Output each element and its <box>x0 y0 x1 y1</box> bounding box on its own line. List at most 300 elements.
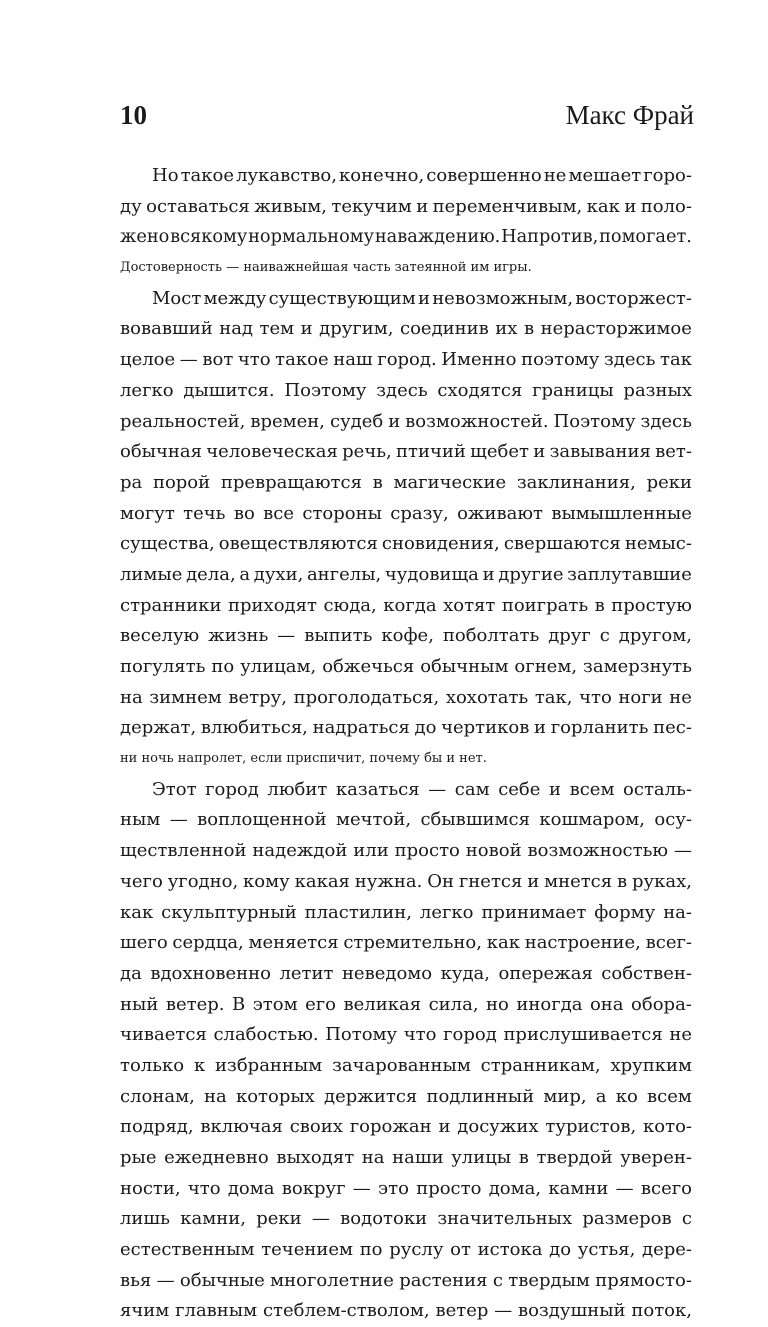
word: камни <box>548 1177 609 1199</box>
word: включая <box>200 1116 283 1138</box>
word: камни, <box>180 1208 246 1230</box>
text-line <box>120 407 692 438</box>
text-line <box>120 867 692 898</box>
word: истока <box>477 1239 543 1261</box>
word: в <box>594 594 605 616</box>
word: времен, <box>250 410 326 432</box>
word: как <box>586 195 620 217</box>
word: ности, <box>120 1177 181 1199</box>
word: какая <box>294 870 350 892</box>
text-line <box>120 1082 692 1113</box>
text-line <box>120 805 692 836</box>
word: по <box>359 1239 383 1261</box>
word: простую <box>611 594 692 616</box>
word: ветер. <box>165 993 225 1015</box>
word: по <box>211 656 235 677</box>
word: порой <box>152 471 211 493</box>
word: мечтой, <box>335 809 412 831</box>
word: стеблем-стволом, <box>262 1300 430 1322</box>
word: превращаются <box>220 471 362 493</box>
word: — <box>673 840 692 862</box>
word: магические <box>393 471 507 493</box>
word: на <box>120 686 143 708</box>
word: над <box>219 318 254 340</box>
word: такое <box>180 165 235 186</box>
word: заклинания, <box>516 471 636 493</box>
word: надеждой <box>252 840 348 862</box>
word: она <box>589 993 624 1015</box>
word: а <box>595 1085 607 1107</box>
body-text <box>120 161 692 1327</box>
word: всего <box>640 1177 692 1199</box>
word: живым, <box>254 195 327 217</box>
word: кото- <box>643 1116 692 1138</box>
word: и <box>416 195 429 217</box>
word: сюда, <box>323 594 377 616</box>
text-line <box>120 1051 692 1082</box>
text-line <box>120 284 692 315</box>
word: досужих <box>457 1116 539 1138</box>
text-line <box>120 713 692 744</box>
word: вокруг <box>281 1177 346 1199</box>
word: от <box>450 1239 471 1261</box>
word: легко <box>120 379 174 401</box>
word: что <box>187 1177 221 1199</box>
word: надраться <box>312 717 410 739</box>
text-line <box>120 928 692 959</box>
word: ветру, <box>228 686 287 708</box>
word: существа, <box>120 533 215 555</box>
text-line <box>120 560 692 591</box>
text-line <box>120 775 692 806</box>
word: поболтать <box>442 625 540 647</box>
word: дома <box>227 1177 275 1199</box>
word: все <box>263 502 295 524</box>
word: не <box>669 686 692 708</box>
word: и <box>533 441 546 463</box>
word: реки <box>646 471 692 493</box>
word: да <box>120 962 142 984</box>
word: водотоки <box>340 1208 428 1230</box>
word: Потому <box>325 1024 398 1046</box>
word: течением <box>261 1239 353 1261</box>
word: руках, <box>631 870 692 892</box>
word: здесь <box>603 349 656 371</box>
word: пес- <box>653 717 692 739</box>
word: твердым <box>508 1269 590 1291</box>
word: ду <box>120 195 142 217</box>
word: переменчивым, <box>432 195 583 217</box>
word: лишь <box>120 1208 170 1230</box>
word: великая <box>343 993 422 1015</box>
text-line <box>120 222 692 253</box>
text-line <box>120 1235 692 1266</box>
word: избранным <box>215 1054 323 1076</box>
word: завывания <box>549 441 651 463</box>
word: форму <box>594 901 656 923</box>
word: неведомо <box>341 962 433 984</box>
word: обора- <box>631 993 692 1015</box>
word: к <box>193 1054 206 1076</box>
word: обжечься <box>322 656 415 677</box>
word: духи, <box>253 563 304 585</box>
text-line <box>120 314 692 345</box>
word: казаться <box>335 778 420 800</box>
word: держится <box>324 1085 418 1107</box>
word: подлинный <box>426 1085 535 1107</box>
word: угодно, <box>167 870 239 892</box>
text-line: ни ночь напролет, если приспичит, почему бы и нет. <box>120 751 487 767</box>
text-line <box>120 1020 692 1051</box>
word: но <box>486 993 509 1015</box>
text-line <box>120 345 692 376</box>
word: огнем, <box>514 656 578 677</box>
word: и <box>300 318 313 340</box>
word: которых <box>235 1085 315 1107</box>
text-line <box>120 990 692 1021</box>
word: и <box>549 778 561 800</box>
word: ячим <box>120 1300 170 1322</box>
word: слонам, <box>120 1085 195 1107</box>
word: поток, <box>631 1300 692 1322</box>
word: вовавший <box>120 318 213 340</box>
word: а <box>239 563 251 585</box>
word: приходят <box>228 594 317 616</box>
page-number: 10 <box>120 100 147 130</box>
word: чертиков <box>441 717 530 739</box>
word: до <box>414 717 437 739</box>
word: с <box>492 1269 503 1291</box>
word: вот <box>202 349 234 371</box>
text-line <box>120 161 692 192</box>
text-line <box>120 1204 692 1235</box>
word: собствен- <box>601 962 692 984</box>
word: поло- <box>640 195 692 217</box>
text-line <box>120 1174 692 1205</box>
word: прислушивается <box>503 1024 663 1046</box>
text-line <box>120 499 692 530</box>
word: выпить <box>304 625 373 647</box>
word: улицы <box>451 1147 512 1168</box>
word: вдохновенно <box>150 962 271 984</box>
word: хрупким <box>610 1054 692 1076</box>
word: здесь <box>376 379 428 401</box>
word: лукавство, <box>236 165 337 186</box>
word: — <box>169 809 188 831</box>
word: твердой <box>536 1147 613 1168</box>
word: на <box>204 1085 227 1107</box>
word: вья <box>120 1269 152 1291</box>
word: течь <box>183 502 226 524</box>
word: всем <box>647 1085 692 1107</box>
word: стремительно, <box>343 932 482 954</box>
word: наваждению. <box>374 227 501 248</box>
word: влюбиться, <box>200 717 308 739</box>
word: Поэтому <box>284 379 367 401</box>
word: поиграть <box>501 594 589 616</box>
word: замерзнуть <box>583 656 692 677</box>
word: проголодаться, <box>293 686 440 708</box>
text-line <box>120 683 692 714</box>
word: зимнем <box>149 686 222 708</box>
text-line <box>120 621 692 652</box>
word: сходятся <box>437 379 523 401</box>
word: легко <box>419 901 474 923</box>
running-head: Макс Фрай <box>565 100 694 130</box>
word: шего <box>120 932 168 954</box>
word: сила, <box>428 993 479 1015</box>
word: иногда <box>516 993 583 1015</box>
word: и <box>418 287 430 309</box>
word: погулять <box>120 656 206 677</box>
word: совершенно <box>426 165 542 186</box>
text-line: Достоверность — наиважнейшая часть затеянной им игры. <box>120 260 532 276</box>
word: рые <box>120 1147 157 1168</box>
word: и <box>388 410 401 432</box>
word: подряд, <box>120 1116 194 1138</box>
word: вымышленные <box>551 502 692 524</box>
word: птичий <box>396 441 466 463</box>
text-line <box>120 437 692 468</box>
word: так, <box>534 686 573 708</box>
text-line <box>120 836 692 867</box>
word: целое <box>120 349 176 371</box>
word: город <box>205 778 259 800</box>
word: такое <box>275 349 329 371</box>
word: — <box>311 1208 330 1230</box>
word: — <box>494 1300 513 1322</box>
word: горланить <box>550 717 649 739</box>
word: не <box>543 165 567 186</box>
text-line <box>120 652 692 683</box>
text-line <box>120 898 692 929</box>
word: чудовища <box>384 563 479 585</box>
word: что <box>579 686 612 708</box>
word: Но <box>152 165 179 186</box>
word: другие <box>498 563 564 585</box>
word: — <box>615 1177 634 1199</box>
word: вет- <box>655 441 692 463</box>
word: город <box>443 1024 497 1046</box>
word: как <box>486 932 520 954</box>
word: возможностью <box>527 840 669 862</box>
word: заплутавшие <box>567 563 692 585</box>
word: в <box>616 870 628 892</box>
word: свершаются <box>503 533 621 555</box>
text-line <box>120 529 692 560</box>
word: странникам, <box>480 1054 601 1076</box>
word: дома, <box>488 1177 542 1199</box>
text-line <box>120 959 692 990</box>
word: Мост <box>152 287 202 309</box>
word: здесь <box>640 410 692 432</box>
word: мнется <box>544 870 613 892</box>
word: горожан <box>349 1116 432 1138</box>
text-line <box>120 1266 692 1297</box>
word: как <box>120 901 154 923</box>
word: руслу <box>389 1239 444 1261</box>
word: воздушный <box>518 1300 626 1322</box>
word: щебет <box>470 441 530 463</box>
word: ангелы, <box>306 563 382 585</box>
word: обычные <box>179 1269 265 1291</box>
word: помогает. <box>599 227 692 248</box>
word: стороны <box>302 502 382 524</box>
word: с <box>599 625 610 647</box>
word: с <box>681 1208 692 1230</box>
word: ветер <box>435 1300 489 1322</box>
word: могут <box>120 502 175 524</box>
word: значительных <box>437 1208 573 1230</box>
word: Напротив, <box>501 227 599 248</box>
word: это <box>378 1177 409 1199</box>
word: границы <box>532 379 614 401</box>
word: размеров <box>582 1208 672 1230</box>
text-line <box>120 591 692 622</box>
word: другом, <box>618 625 692 647</box>
word: — <box>277 625 296 647</box>
word: принимает <box>481 901 587 923</box>
word: речь, <box>342 441 392 463</box>
word: их <box>495 318 518 340</box>
word: скульптурный <box>161 901 297 923</box>
text-line <box>120 376 692 407</box>
word: до <box>549 1239 572 1261</box>
word: только <box>120 1054 185 1076</box>
word: обычная <box>120 441 202 463</box>
word: на <box>361 1147 385 1168</box>
word: тем <box>259 318 295 340</box>
word: своих <box>289 1116 343 1138</box>
word: судеб <box>329 410 384 432</box>
word: не <box>669 1024 692 1046</box>
word: разных <box>623 379 692 401</box>
word: всем <box>569 778 615 800</box>
text-line <box>120 468 692 499</box>
word: многолетние <box>270 1269 394 1291</box>
word: устья, <box>577 1239 636 1261</box>
word: лимые <box>120 563 183 585</box>
word: ко <box>615 1085 638 1107</box>
word: сердца, <box>172 932 244 954</box>
word: восторжест- <box>575 287 692 309</box>
word: кошмаром, <box>539 809 646 831</box>
word: сновидения, <box>381 533 500 555</box>
word: выходят <box>276 1147 355 1168</box>
word: другим, <box>319 318 394 340</box>
word: просто <box>394 840 460 862</box>
word: и <box>527 870 540 892</box>
word: немыс- <box>624 533 692 555</box>
word: ный <box>120 993 159 1015</box>
word: кому <box>243 870 290 892</box>
word: нерасторжимое <box>540 318 692 340</box>
word: новой <box>465 840 522 862</box>
word: ществленной <box>120 840 247 862</box>
word: естественным <box>120 1239 255 1261</box>
word: Поэтому <box>553 410 636 432</box>
word: летит <box>279 962 334 984</box>
word: между <box>203 287 267 309</box>
word: гнется <box>458 870 523 892</box>
word: растения <box>399 1269 488 1291</box>
word: опережая <box>498 962 593 984</box>
word: куда, <box>440 962 491 984</box>
word: — <box>428 778 447 800</box>
word: прямосто- <box>595 1269 692 1291</box>
word: Он <box>427 870 455 892</box>
word: меняется <box>248 932 339 954</box>
word: жено <box>120 227 170 248</box>
word: друг <box>548 625 591 647</box>
word: туристов, <box>545 1116 637 1138</box>
word: конечно, <box>339 165 425 186</box>
word: и <box>624 195 637 217</box>
word: соединив <box>400 318 489 340</box>
word: обычным <box>420 656 509 677</box>
word: когда <box>383 594 437 616</box>
word: так <box>660 349 692 371</box>
word: чего <box>120 870 163 892</box>
word: возможностей. <box>405 410 549 432</box>
text-line <box>120 1143 692 1174</box>
text-line <box>120 1296 692 1327</box>
word: текучим <box>331 195 412 217</box>
word: дела, <box>186 563 236 585</box>
word: наш <box>333 349 373 371</box>
word: оживают <box>457 502 543 524</box>
word: оставаться <box>146 195 250 217</box>
word: нормальному <box>248 227 375 248</box>
word: веселую <box>120 625 200 647</box>
word: Именно <box>441 349 517 371</box>
word: хохотать <box>445 686 529 708</box>
word: кофе, <box>381 625 434 647</box>
word: дышится. <box>183 379 275 401</box>
text-line <box>120 1112 692 1143</box>
word: нужна. <box>354 870 423 892</box>
word: поэтому <box>521 349 600 371</box>
word: — <box>352 1177 371 1199</box>
text-line <box>120 192 692 223</box>
word: хотят <box>443 594 496 616</box>
word: этом <box>252 993 298 1015</box>
word: овеществляются <box>218 533 378 555</box>
word: ным <box>120 809 161 831</box>
word: чивается <box>120 1024 207 1046</box>
word: главным <box>175 1300 258 1322</box>
word: и <box>534 717 547 739</box>
word: В <box>231 993 246 1015</box>
word: реальностей, <box>120 410 246 432</box>
word: сам <box>454 778 490 800</box>
word: в <box>523 318 535 340</box>
word: в <box>372 471 383 493</box>
word: его <box>305 993 337 1015</box>
word: человеческая <box>206 441 338 463</box>
word: дере- <box>641 1239 692 1261</box>
word: странники <box>120 594 222 616</box>
word: или <box>353 840 389 862</box>
word: и <box>482 563 495 585</box>
word: и <box>438 1116 451 1138</box>
word: осталь- <box>623 778 692 800</box>
word: в <box>518 1147 529 1168</box>
word: сбывшимся <box>420 809 530 831</box>
word: ежедневно <box>164 1147 269 1168</box>
word: наши <box>392 1147 444 1168</box>
word: — <box>179 349 198 371</box>
